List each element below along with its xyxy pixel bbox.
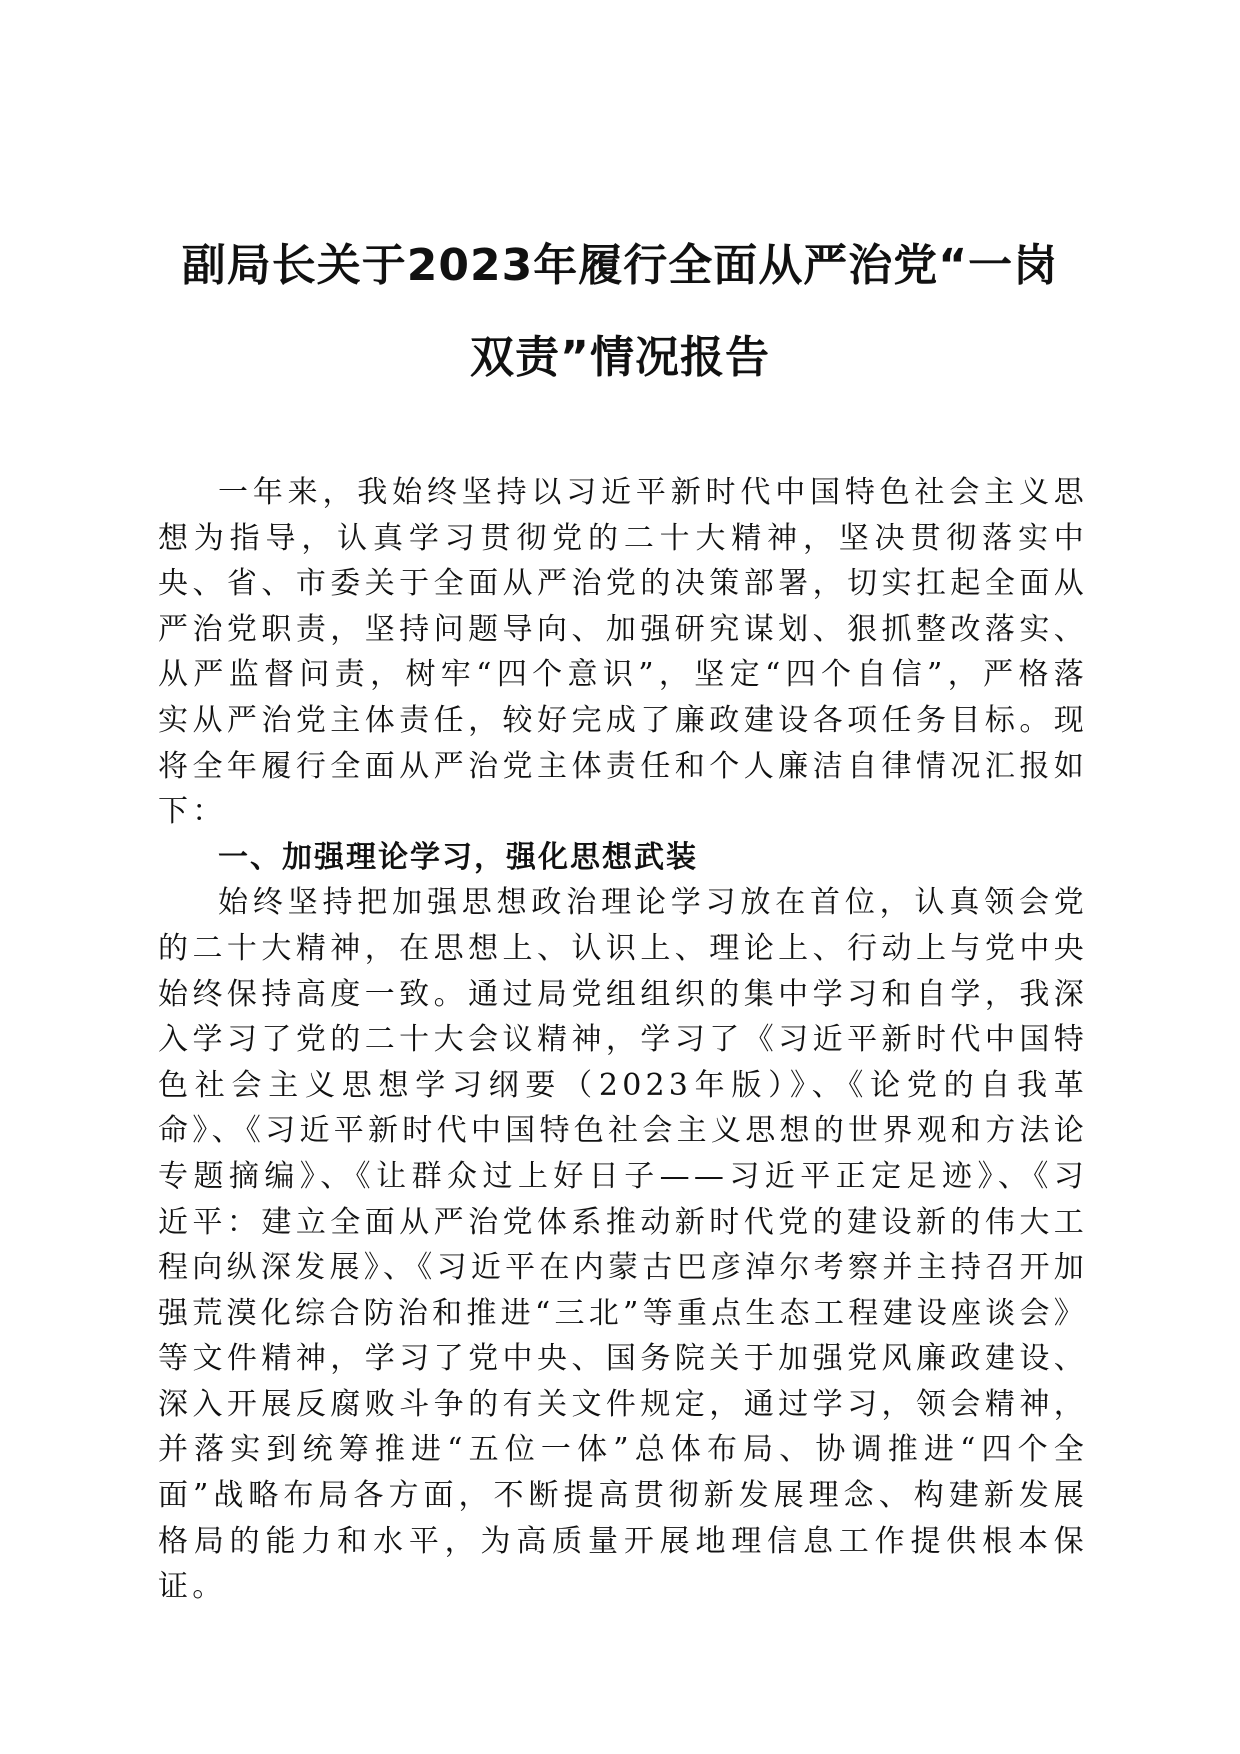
title-line-1: 副局长关于2023年履行全面从严治党“一岗 — [181, 240, 1059, 291]
document-body — [158, 470, 1088, 1610]
section-1-heading: 一、加强理论学习，强化思想武装 — [218, 839, 698, 875]
title-line-2: 双责”情况报告 — [470, 332, 770, 383]
section-1-paragraph: 始终坚持把加强思想政治理论学习放在首位，认真领会党的二十大精神，在思想上、认识上、理论上、行动上与党中央始终保持高度一致。通过局党组组织的集中学习和自学，我深入学习了党的二十大会议精神，学习了《习近平新时代中国特色社会主义思想学习纲要（2023年版）》、《论党的自我革命》、《习近平新时代中国特色社会主义思想的世界观和方法论专题摘编》、《让群众过上好日子——习近平正定足迹》、《习近平：建立全面从严治党体系推动新时代党的建设新的伟大工程向纵深发展》、《习近平在内蒙古巴彦淖尔考察并主持召开加强荒漠化综合防治和推进“三北”等重点生态工程建设座谈会》等文件精神，学习了党中央、国务院关于加强党风廉政建设、深入开展反腐败斗争的有关文件规定，通过学习，领会精神，并落实到统筹推进“五位一体”总体布局、协调推进“四个全面”战略布局各方面，不断提高贯彻新发展理念、构建新发展格局的能力和水平，为高质量开展地理信息工作提供根本保证。 — [158, 885, 1088, 1605]
document-title — [150, 220, 1090, 404]
intro-paragraph: 一年来，我始终坚持以习近平新时代中国特色社会主义思想为指导，认真学习贯彻党的二十大精神，坚决贯彻落实中央、省、市委关于全面从严治党的决策部署，切实扛起全面从严治党职责，坚持问题导向、加强研究谋划、狠抓整改落实、从严监督问责，树牢“四个意识”，坚定“四个自信”，严格落实从严治党主体责任，较好完成了廉政建设各项任务目标。现将全年履行全面从严治党主体责任和个人廉洁自律情况汇报如下： — [158, 475, 1088, 830]
